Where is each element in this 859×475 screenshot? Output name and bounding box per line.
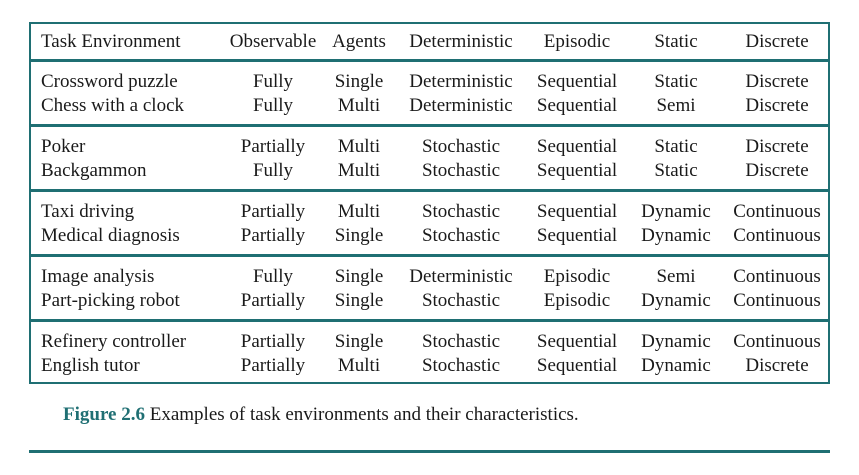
- cell-deterministic: Stochastic: [421, 331, 501, 352]
- cell-static: Dynamic: [641, 355, 711, 376]
- cell-task: English tutor: [41, 355, 140, 376]
- cell-static: Semi: [656, 266, 696, 287]
- table-row: [31, 265, 828, 289]
- cell-observable: Partially: [240, 201, 306, 222]
- cell-task: Taxi driving: [41, 201, 135, 222]
- cell-agents: Single: [334, 225, 384, 246]
- cell-task: Poker: [41, 136, 86, 157]
- cell-discrete: Discrete: [745, 355, 809, 376]
- cell-discrete: Discrete: [745, 71, 809, 92]
- cell-observable: Partially: [240, 355, 306, 376]
- header-episodic: Episodic: [543, 31, 611, 52]
- table-row: [31, 70, 828, 94]
- cell-static: Dynamic: [641, 225, 711, 246]
- cell-episodic: Sequential: [536, 225, 618, 246]
- table-row: [31, 135, 828, 159]
- table-header: [31, 24, 828, 62]
- cell-static: Static: [654, 160, 698, 181]
- table-row: [31, 354, 828, 378]
- cell-agents: Single: [334, 290, 384, 311]
- cell-agents: Single: [334, 71, 384, 92]
- cell-episodic: Sequential: [536, 71, 618, 92]
- bottom-rule: [29, 450, 830, 453]
- header-observable: Observable: [229, 31, 317, 52]
- table-group: [31, 322, 828, 382]
- cell-agents: Multi: [337, 201, 381, 222]
- cell-agents: Single: [334, 266, 384, 287]
- cell-episodic: Sequential: [536, 136, 618, 157]
- cell-deterministic: Deterministic: [409, 266, 513, 287]
- cell-agents: Multi: [337, 136, 381, 157]
- table-group: [31, 192, 828, 257]
- cell-episodic: Episodic: [543, 290, 611, 311]
- cell-deterministic: Stochastic: [421, 355, 501, 376]
- cell-task: Medical diagnosis: [41, 225, 180, 246]
- cell-task: Image analysis: [41, 266, 155, 287]
- cell-discrete: Discrete: [745, 95, 809, 116]
- table-row: [31, 224, 828, 248]
- table-row: [31, 159, 828, 183]
- cell-discrete: Discrete: [745, 136, 809, 157]
- header-agents: Agents: [332, 31, 386, 52]
- figure-caption-text: Examples of task environments and their characteristics.: [149, 404, 579, 425]
- table-group: [31, 127, 828, 192]
- cell-task: Crossword puzzle: [41, 71, 178, 92]
- cell-discrete: Continuous: [733, 225, 821, 246]
- cell-static: Dynamic: [641, 201, 711, 222]
- cell-agents: Multi: [337, 160, 381, 181]
- cell-observable: Fully: [252, 160, 294, 181]
- cell-observable: Partially: [240, 225, 306, 246]
- header-task-environment: Task Environment: [41, 31, 181, 52]
- cell-static: Dynamic: [641, 331, 711, 352]
- header-discrete: Discrete: [745, 31, 809, 52]
- cell-task: Backgammon: [41, 160, 147, 181]
- cell-static: Dynamic: [641, 290, 711, 311]
- header-static: Static: [654, 31, 698, 52]
- cell-observable: Partially: [240, 331, 306, 352]
- cell-observable: Fully: [252, 71, 294, 92]
- cell-observable: Partially: [240, 136, 306, 157]
- cell-episodic: Sequential: [536, 95, 618, 116]
- header-deterministic: Deterministic: [409, 31, 513, 52]
- table-group: [31, 62, 828, 127]
- cell-deterministic: Deterministic: [409, 71, 513, 92]
- cell-discrete: Continuous: [733, 266, 821, 287]
- table-row: [31, 289, 828, 313]
- cell-discrete: Continuous: [733, 331, 821, 352]
- cell-deterministic: Stochastic: [421, 225, 501, 246]
- cell-episodic: Sequential: [536, 160, 618, 181]
- cell-observable: Partially: [240, 290, 306, 311]
- cell-observable: Fully: [252, 95, 294, 116]
- cell-observable: Fully: [252, 266, 294, 287]
- table-row: [31, 200, 828, 224]
- cell-task: Refinery controller: [41, 331, 187, 352]
- cell-task: Part-picking robot: [41, 290, 180, 311]
- table-group: [31, 257, 828, 322]
- cell-deterministic: Stochastic: [421, 160, 501, 181]
- figure-caption: [63, 404, 579, 426]
- cell-deterministic: Stochastic: [421, 290, 501, 311]
- cell-episodic: Sequential: [536, 331, 618, 352]
- cell-agents: Multi: [337, 355, 381, 376]
- header-row: [31, 30, 828, 54]
- cell-discrete: Continuous: [733, 201, 821, 222]
- cell-deterministic: Stochastic: [421, 201, 501, 222]
- cell-episodic: Sequential: [536, 201, 618, 222]
- cell-deterministic: Stochastic: [421, 136, 501, 157]
- task-environment-table: [29, 22, 830, 384]
- cell-task: Chess with a clock: [41, 95, 185, 116]
- cell-discrete: Discrete: [745, 160, 809, 181]
- cell-episodic: Episodic: [543, 266, 611, 287]
- table-row: [31, 94, 828, 118]
- cell-episodic: Sequential: [536, 355, 618, 376]
- cell-agents: Multi: [337, 95, 381, 116]
- cell-discrete: Continuous: [733, 290, 821, 311]
- cell-deterministic: Deterministic: [409, 95, 513, 116]
- cell-agents: Single: [334, 331, 384, 352]
- cell-static: Static: [654, 136, 698, 157]
- table-row: [31, 330, 828, 354]
- cell-static: Semi: [656, 95, 696, 116]
- figure-label: Figure 2.6: [63, 404, 145, 425]
- cell-static: Static: [654, 71, 698, 92]
